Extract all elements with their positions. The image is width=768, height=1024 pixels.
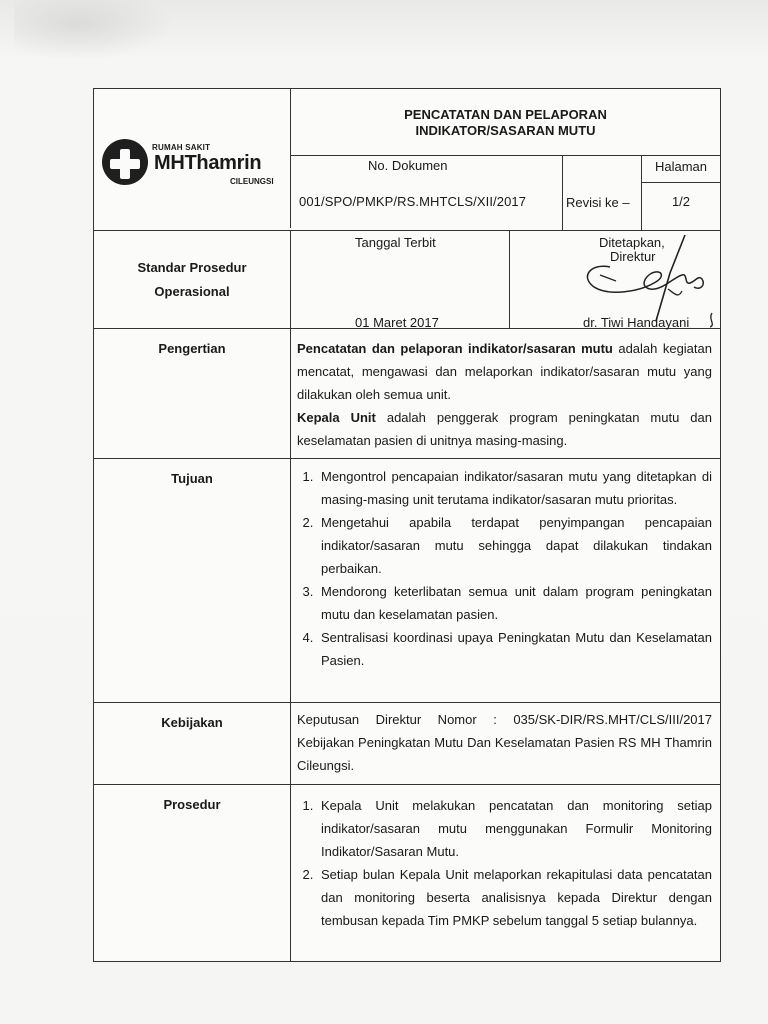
prosedur-content — [291, 785, 720, 961]
hospital-logo — [102, 137, 287, 187]
pengertian-label: Pengertian — [94, 329, 291, 458]
pengertian-definition-1: adalah kegiatan mencatat, mengawasi dan melaporkan indikator/sasaran mutu yang dilakukan oleh semua unit. — [297, 341, 712, 402]
page-cell — [641, 156, 720, 230]
approval-cell — [510, 231, 720, 328]
kebijakan-label: Kebijakan — [94, 703, 291, 784]
issue-date-cell — [291, 231, 510, 328]
logo-cell — [94, 89, 291, 228]
issue-row — [94, 231, 720, 329]
tujuan-label: Tujuan — [94, 459, 291, 702]
section-kebijakan — [94, 703, 720, 785]
page-label: Halaman — [642, 156, 720, 183]
kebijakan-content: Keputusan Direktur Nomor : 035/SK-DIR/RS.MHT/CLS/III/2017 Kebijakan Peningkatan Mutu Dan Keselamatan Pasien RS MH Thamrin Cileungsi. — [297, 712, 712, 773]
tujuan-item: 4. Sentralisasi koordinasi upaya Peningkatan Mutu dan Keselamatan Pasien. — [317, 626, 712, 672]
issue-date-label: Tanggal Terbit — [355, 235, 436, 250]
revision-label: Revisi ke – — [566, 195, 630, 210]
document-number-value: 001/SPO/PMKP/RS.MHTCLS/XII/2017 — [299, 194, 527, 209]
document-title — [291, 89, 720, 156]
header-row — [94, 89, 720, 231]
document-type-line-1: Standar Prosedur — [137, 259, 247, 275]
document-type-line-2: Operasional — [154, 283, 230, 299]
approver-name: dr. Tiwi Handayani — [583, 315, 690, 330]
approval-label: Ditetapkan, — [599, 235, 665, 250]
logo-top-label: RUMAH SAKIT — [152, 143, 211, 152]
document-number-label: No. Dokumen — [368, 158, 448, 173]
document-number-cell — [291, 156, 563, 230]
document-type-cell — [94, 231, 291, 328]
logo-cross-icon — [102, 139, 148, 185]
title-line-2: INDIKATOR/SASARAN MUTU — [415, 123, 596, 138]
sop-document — [93, 88, 721, 962]
prosedur-item: 1. Kepala Unit melakukan pencatatan dan monitoring setiap indikator/sasaran mutu menggunakan Formulir Monitoring Indikator/Sasaran Mutu. — [317, 794, 712, 863]
pengertian-term-2: Kepala Unit — [297, 410, 376, 425]
pengertian-term-1: Pencatatan dan pelaporan indikator/sasaran mutu — [297, 341, 613, 356]
tujuan-item: 3. Mendorong keterlibatan semua unit dalam program peningkatan mutu dan keselamatan pasien. — [317, 580, 712, 626]
prosedur-label: Prosedur — [94, 785, 291, 961]
pengertian-content — [291, 329, 720, 458]
logo-location: CILEUNGSI — [230, 177, 274, 186]
tujuan-list — [297, 465, 712, 672]
tujuan-item: 1. Mengontrol pencapaian indikator/sasaran mutu yang ditetapkan di masing-masing unit terutama indikator/sasaran mutu prioritas. — [317, 465, 712, 511]
section-tujuan — [94, 459, 720, 703]
tujuan-content — [291, 459, 720, 702]
prosedur-item: 2. Setiap bulan Kepala Unit melaporkan rekapitulasi data pencatatan dan monitoring beserta analisisnya kepada Direktur dengan tembusan kepada Tim PMKP sebelum tanggal 5 setiap bulannya. — [317, 863, 712, 932]
tujuan-item: 2. Mengetahui apabila terdapat penyimpangan pencapaian indikator/sasaran mutu sehingga dapat dilakukan tindakan perbaikan. — [317, 511, 712, 580]
revision-cell — [563, 156, 641, 230]
issue-info — [291, 231, 720, 328]
section-pengertian — [94, 329, 720, 459]
title-line-1: PENCATATAN DAN PELAPORAN — [404, 107, 607, 122]
issue-date-value: 01 Maret 2017 — [355, 315, 439, 330]
pengertian-definition-2: adalah penggerak program peningkatan mutu dan keselamatan pasien di unitnya masing-masing. — [297, 410, 712, 448]
logo-hospital-name: MHThamrin — [154, 152, 262, 174]
document-info — [291, 156, 720, 230]
approval-role: Direktur — [610, 249, 656, 264]
header-info — [291, 89, 720, 230]
prosedur-list — [297, 794, 712, 932]
section-prosedur — [94, 785, 720, 961]
page-value: 1/2 — [671, 194, 691, 209]
scan-smudge — [14, 0, 174, 60]
